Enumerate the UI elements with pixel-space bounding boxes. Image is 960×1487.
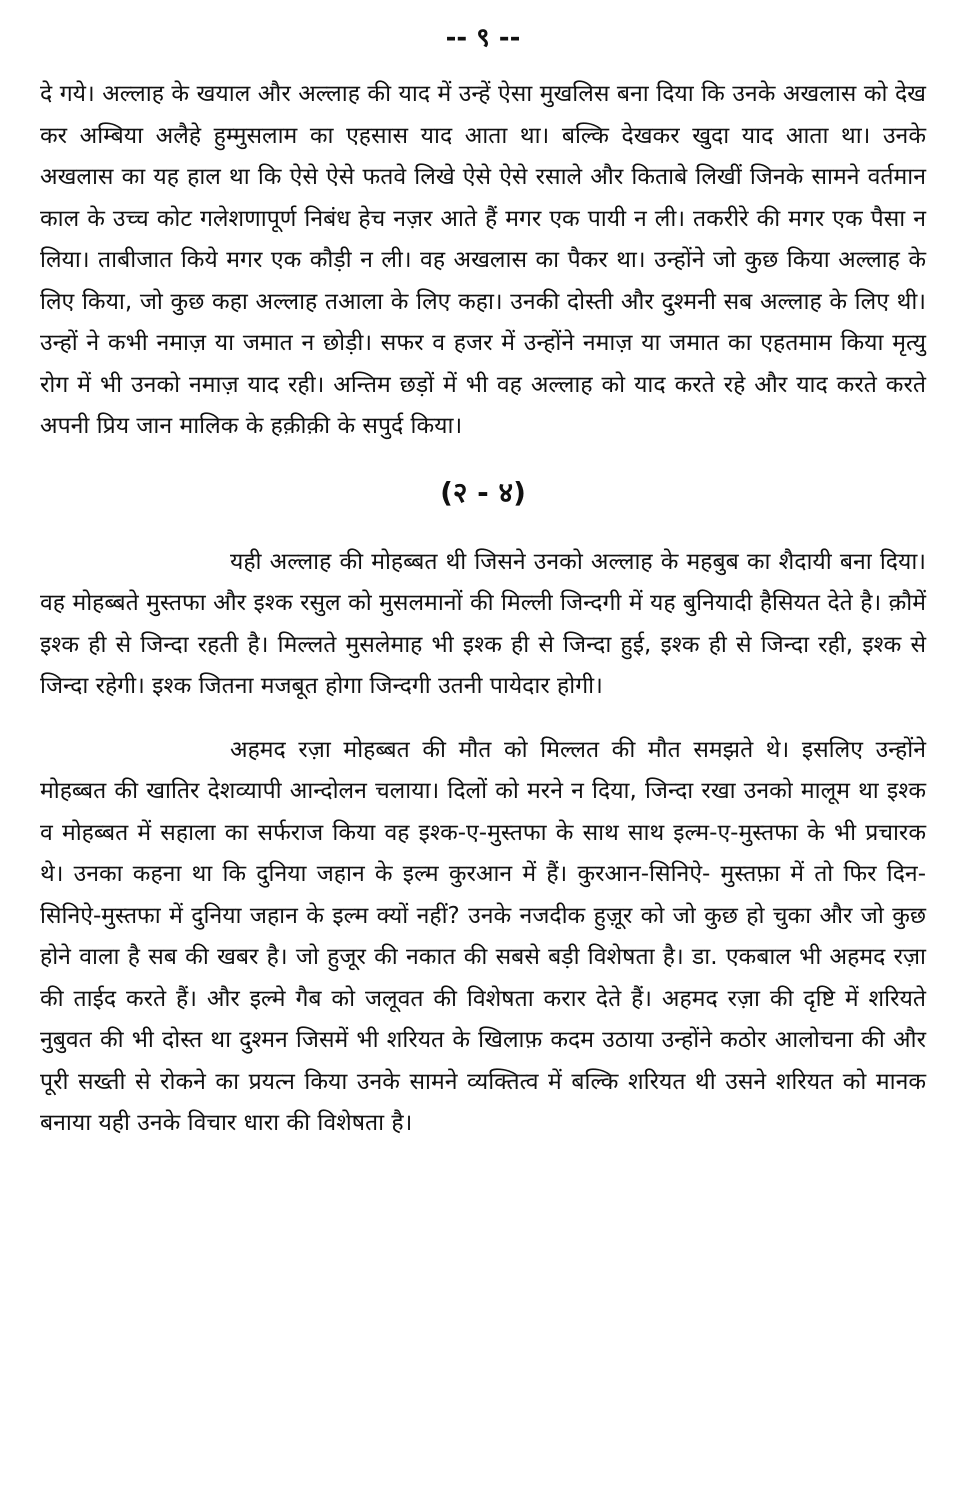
document-page	[40, 18, 926, 1145]
paragraph-love-of-allah: यही अल्लाह की मोहब्बत थी जिसने उनको अल्लाह के महबुब का शैदायी बना दिया। वह मोहब्बते मुस्तफा और इश्क रसुल को मुसलमानों की मिल्ली जिन्दगी में यह बुनियादी हैसियत देते है। क़ौमें इश्क ही से जिन्दा रहती है। मिल्लते मुसलेमाह भी इश्क ही से जिन्दा हुई, इश्क ही से जिन्दा रही, इश्क से जिन्दा रहेगी। इश्क जितना मजबूत होगा जिन्दगी उतनी पायेदार होगी।	[40, 548, 926, 699]
section-heading: (२ - ४)	[440, 475, 526, 509]
page-number: -- ९ --	[445, 23, 521, 53]
paragraph-ahmad-raza: अहमद रज़ा मोहब्बत की मौत को मिल्लत की मौत समझते थे। इसलिए उन्होंने मोहब्बत की खातिर देशव्यापी आन्दोलन चलाया। दिलों को मरने न दिया, जिन्दा रखा उनको मालूम था इश्क व मोहब्बत में सहाला का सर्फराज किया वह इश्क-ए-मुस्तफा के साथ साथ इल्म-ए-मुस्तफा के भी प्रचारक थे। उनका कहना था कि दुनिया जहान के इल्म कुरआन में हैं। कुरआन-सिनिऐ- मुस्तफ़ा में तो फिर दिन-सिनिऐ-मुस्तफा में दुनिया जहान के इल्म क्यों नहीं? उनके नजदीक हुज़ूर को जो कुछ हो चुका और जो कुछ होने वाला है सब की खबर है। जो हुजूर की नकात की सबसे बड़ी विशेषता है। डा. एकबाल भी अहमद रज़ा की ताईद करते हैं। और इल्मे गैब को जलूवत की विशेषता करार देते हैं। अहमद रज़ा की दृष्टि में शरियते नुबुवत की भी दोस्त था दुश्मन जिसमें भी शरियत के खिलाफ़ कदम उठाया उन्होंने कठोर आलोचना की और पूरी सख्ती से रोकने का प्रयत्न किया उनके सामने व्यक्तित्व में बल्कि शरियत थी उसने शरियत को मानक बनाया यही उनके विचार धारा की विशेषता है।	[40, 736, 926, 1136]
paragraph-gap	[40, 708, 926, 730]
paragraph-continuation: दे गये। अल्लाह के खयाल और अल्लाह की याद में उन्हें ऐसा मुखलिस बना दिया कि उनके अखलास को देख कर अम्बिया अलैहे हुम्मुसलाम का एहसास याद आता था। बल्कि देखकर खुदा याद आता था। उनके अखलास का यह हाल था कि ऐसे ऐसे फतवे लिखे ऐसे ऐसे रसाले और किताबे लिखीं जिनके सामने वर्तमान काल के उच्च कोट गलेशणापूर्ण निबंध हेच नज़र आते हैं मगर एक पायी न ली। तकरीरे की मगर एक पैसा न लिया। ताबीजात किये मगर एक कौड़ी न ली। वह अखलास का पैकर था। उन्होंने जो कुछ किया अल्लाह के लिए किया, जो कुछ कहा अल्लाह तआला के लिए कहा। उनकी दोस्ती और दुश्मनी सब अल्लाह के लिए थी। उन्हों ने कभी नमाज़ या जमात न छोड़ी। सफर व हजर में उन्होंने नमाज़ या जमात का एहतमाम किया मृत्यु रोग में भी उनको नमाज़ याद रही। अन्तिम छड़ों में भी वह अल्लाह को याद करते रहे और याद करते करते अपनी प्रिय जान मालिक के हक़ीक़ी के सपुर्द किया।	[40, 81, 926, 439]
